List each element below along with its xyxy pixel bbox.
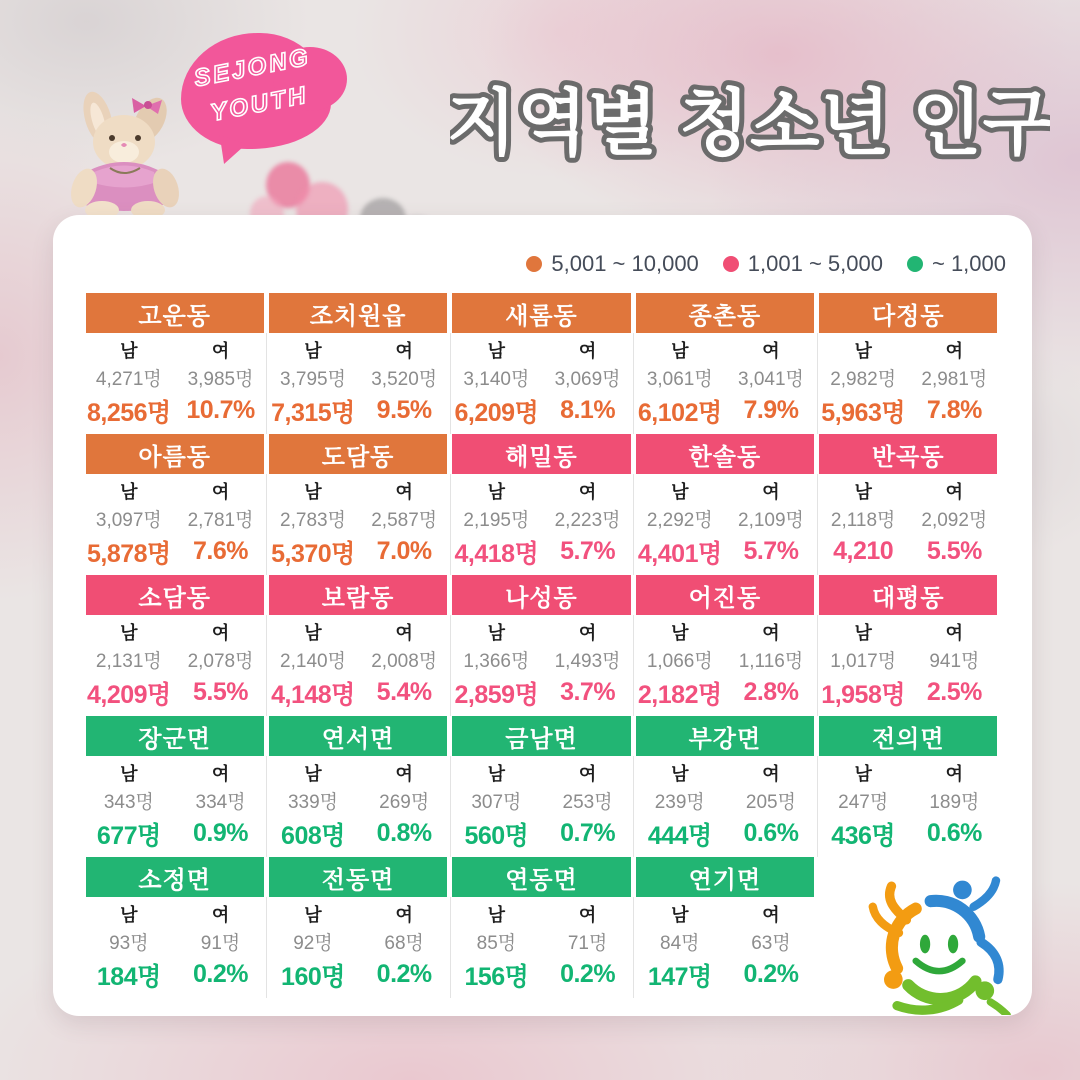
female-label: 여: [762, 341, 780, 361]
region-body: [450, 333, 633, 434]
total-count: 184명: [96, 962, 161, 991]
region-header: 어진동: [636, 575, 814, 615]
data-panel: [53, 215, 1032, 1016]
region-body: [450, 474, 633, 575]
speech-bubble: [181, 33, 331, 149]
male-label: 남: [671, 482, 689, 502]
legend-label: 5,001 ~ 10,000: [551, 251, 699, 276]
female-count: 2,078명: [187, 651, 254, 672]
region-card: [633, 434, 816, 575]
region-card: [266, 716, 449, 857]
region-header: 전동면: [269, 857, 447, 897]
region-card: [817, 716, 1000, 857]
male-label: 남: [487, 764, 506, 784]
region-card: [83, 434, 266, 575]
female-label: 여: [395, 905, 413, 925]
female-label: 여: [211, 623, 230, 643]
region-header: 나성동: [452, 575, 630, 615]
region-header: 아름동: [86, 434, 264, 474]
percent-value: 5.7%: [560, 537, 616, 565]
region-header: 다정동: [819, 293, 997, 333]
region-card: [450, 293, 633, 434]
percent-value: 0.2%: [193, 960, 249, 988]
total-count: 4,148명: [271, 680, 355, 709]
region-header: 전의면: [819, 716, 997, 756]
total-count: 436명: [831, 821, 896, 850]
percent-value: 0.8%: [376, 819, 432, 847]
female-label: 여: [945, 341, 964, 361]
male-count: 93명: [109, 933, 149, 954]
female-label: 여: [762, 623, 780, 643]
total-count: 677명: [96, 821, 161, 850]
female-count: 189명: [929, 792, 980, 813]
male-label: 남: [120, 341, 138, 361]
legend-item: [907, 251, 1006, 277]
region-header: 해밀동: [452, 434, 630, 474]
total-count: 8,256명: [86, 398, 171, 427]
female-label: 여: [578, 341, 597, 361]
region-card: [633, 293, 816, 434]
female-label: 여: [578, 905, 597, 925]
female-count: 2,587명: [371, 510, 438, 531]
region-body: [633, 756, 816, 857]
region-body: [633, 615, 816, 716]
total-count: 444명: [647, 821, 712, 850]
region-header: 조치원읍: [269, 293, 447, 333]
region-header: 종촌동: [636, 293, 814, 333]
percent-value: 5.5%: [193, 678, 249, 706]
female-label: 여: [395, 482, 413, 502]
female-count: 2,008명: [371, 651, 438, 672]
percent-value: 2.5%: [926, 678, 982, 706]
region-card: [83, 857, 266, 998]
male-count: 2,118명: [830, 510, 896, 531]
female-count: 91명: [200, 933, 241, 954]
female-count: 3,041명: [738, 369, 804, 390]
region-card: [633, 716, 816, 857]
legend-dot-orange: [526, 256, 542, 272]
male-count: 92명: [293, 933, 333, 954]
region-body: [266, 615, 449, 716]
region-card: [266, 293, 449, 434]
total-count: 5,370명: [271, 539, 355, 568]
male-count: 1,066명: [646, 651, 713, 672]
percent-value: 3.7%: [560, 678, 616, 706]
region-body: [450, 897, 633, 998]
total-count: 608명: [281, 821, 345, 850]
total-count: 6,209명: [454, 398, 539, 427]
male-label: 남: [304, 764, 322, 784]
legend-dot-green: [907, 256, 923, 272]
percent-value: 7.8%: [926, 396, 982, 424]
total-count: 156명: [464, 962, 529, 991]
male-count: 4,271명: [95, 369, 162, 390]
region-card: [83, 575, 266, 716]
male-label: 남: [671, 764, 689, 784]
female-count: 1,116명: [738, 651, 804, 672]
female-count: 68명: [384, 933, 424, 954]
region-card: [83, 716, 266, 857]
female-label: 여: [211, 482, 230, 502]
male-count: 239명: [654, 792, 705, 813]
region-header: 장군면: [86, 716, 264, 756]
percent-value: 0.6%: [743, 819, 799, 847]
male-count: 3,140명: [463, 369, 530, 390]
male-label: 남: [304, 905, 322, 925]
female-count: 205명: [745, 792, 796, 813]
region-card: [450, 857, 633, 998]
female-count: 2,981명: [921, 369, 988, 390]
male-label: 남: [304, 623, 322, 643]
female-count: 3,520명: [371, 369, 438, 390]
male-count: 85명: [476, 933, 517, 954]
region-card: [633, 857, 816, 998]
region-body: [266, 333, 449, 434]
male-count: 84명: [660, 933, 700, 954]
region-body: [83, 474, 266, 575]
region-body: [633, 333, 816, 434]
female-label: 여: [578, 482, 597, 502]
percent-value: 0.2%: [560, 960, 616, 988]
total-count: 4,401명: [637, 539, 722, 568]
female-label: 여: [762, 905, 780, 925]
region-card: [817, 434, 1000, 575]
region-body: [83, 615, 266, 716]
region-card: [266, 857, 449, 998]
percent-value: 5.5%: [926, 537, 982, 565]
female-label: 여: [762, 482, 780, 502]
legend-dot-pink: [723, 256, 739, 272]
speech-bubble-text: [175, 35, 336, 137]
male-count: 2,783명: [280, 510, 346, 531]
region-body: [83, 756, 266, 857]
total-count: 5,963명: [821, 398, 906, 427]
female-label: 여: [945, 623, 964, 643]
male-label: 남: [487, 341, 506, 361]
total-count: 4,210: [833, 537, 894, 565]
male-count: 247명: [838, 792, 889, 813]
male-label: 남: [487, 623, 506, 643]
region-card: [450, 716, 633, 857]
region-body: [266, 756, 449, 857]
female-label: 여: [211, 341, 230, 361]
region-header: 반곡동: [819, 434, 997, 474]
male-label: 남: [854, 341, 872, 361]
region-body: [817, 756, 1000, 857]
female-label: 여: [395, 764, 413, 784]
male-count: 2,292명: [646, 510, 713, 531]
sejong-youth-smile-logo: [865, 875, 1015, 1015]
female-count: 1,493명: [554, 651, 621, 672]
title-text: 지역별 청소년 인구: [450, 84, 1050, 164]
bunny-plush-image: [50, 84, 202, 220]
male-label: 남: [304, 482, 322, 502]
region-card: [450, 434, 633, 575]
female-count: 3,069명: [554, 369, 621, 390]
speech-bubble-tail: [212, 135, 247, 168]
region-body: [633, 474, 816, 575]
legend: [526, 251, 1006, 277]
bubble-line-1: SEJONG: [191, 43, 313, 93]
region-body: [817, 615, 1000, 716]
male-count: 3,795명: [280, 369, 346, 390]
percent-value: 8.1%: [560, 396, 616, 424]
region-body: [266, 897, 449, 998]
male-label: 남: [854, 764, 872, 784]
total-count: 147명: [647, 962, 712, 991]
total-count: 4,209명: [86, 680, 171, 709]
male-count: 343명: [103, 792, 154, 813]
male-label: 남: [120, 764, 138, 784]
region-header: 새롬동: [452, 293, 630, 333]
female-count: 253명: [562, 792, 613, 813]
region-header: 금남면: [452, 716, 630, 756]
male-label: 남: [671, 623, 689, 643]
percent-value: 0.9%: [193, 819, 249, 847]
region-row: [83, 293, 1000, 434]
percent-value: 0.2%: [376, 960, 432, 988]
region-header: 소정면: [86, 857, 264, 897]
male-label: 남: [487, 482, 506, 502]
region-body: [450, 756, 633, 857]
region-card: [266, 434, 449, 575]
bubble-line-2: YOUTH: [208, 81, 311, 128]
legend-label: ~ 1,000: [931, 251, 1006, 276]
female-label: 여: [211, 764, 230, 784]
percent-value: 5.7%: [743, 537, 799, 565]
percent-value: 2.8%: [743, 678, 799, 706]
male-label: 남: [854, 482, 872, 502]
region-body: [83, 897, 266, 998]
percent-value: 7.0%: [376, 537, 432, 565]
legend-item: [526, 251, 698, 277]
female-label: 여: [578, 623, 597, 643]
region-row: [83, 434, 1000, 575]
male-label: 남: [120, 905, 138, 925]
region-header: 연동면: [452, 857, 630, 897]
percent-value: 0.2%: [743, 960, 799, 988]
female-count: 2,109명: [738, 510, 804, 531]
region-row: [83, 716, 1000, 857]
region-body: [83, 333, 266, 434]
region-row: [83, 575, 1000, 716]
male-count: 3,061명: [646, 369, 713, 390]
female-count: 334명: [195, 792, 246, 813]
male-label: 남: [120, 623, 138, 643]
percent-value: 9.5%: [376, 396, 432, 424]
region-header: 연기면: [636, 857, 814, 897]
page-title: [450, 68, 1050, 180]
total-count: 4,418명: [454, 539, 539, 568]
female-label: 여: [395, 341, 413, 361]
region-grid: [83, 293, 1000, 998]
legend-label: 1,001 ~ 5,000: [747, 251, 883, 276]
total-count: 2,859명: [454, 680, 539, 709]
percent-value: 7.6%: [193, 537, 249, 565]
female-count: 63명: [751, 933, 791, 954]
male-label: 남: [671, 905, 689, 925]
region-body: [817, 474, 1000, 575]
female-label: 여: [945, 482, 964, 502]
region-body: [266, 474, 449, 575]
region-card: [266, 575, 449, 716]
female-label: 여: [762, 764, 780, 784]
total-count: 160명: [281, 962, 345, 991]
total-count: 2,182명: [637, 680, 722, 709]
female-count: 2,092명: [921, 510, 988, 531]
percent-value: 5.4%: [376, 678, 432, 706]
region-header: 한솔동: [636, 434, 814, 474]
total-count: 5,878명: [86, 539, 171, 568]
male-count: 2,195명: [463, 510, 530, 531]
female-count: 269명: [379, 792, 430, 813]
region-body: [633, 897, 816, 998]
region-card: [817, 575, 1000, 716]
region-header: 고운동: [86, 293, 264, 333]
male-label: 남: [854, 623, 872, 643]
percent-value: 0.7%: [560, 819, 616, 847]
region-header: 소담동: [86, 575, 264, 615]
percent-value: 7.9%: [743, 396, 799, 424]
region-card: [633, 575, 816, 716]
male-label: 남: [304, 341, 322, 361]
female-count: 2,223명: [554, 510, 621, 531]
female-label: 여: [211, 905, 230, 925]
region-header: 대평동: [819, 575, 997, 615]
male-count: 2,140명: [280, 651, 346, 672]
male-count: 339명: [287, 792, 339, 813]
male-count: 2,131명: [95, 651, 162, 672]
legend-item: [723, 251, 883, 277]
male-label: 남: [487, 905, 506, 925]
male-label: 남: [120, 482, 138, 502]
total-count: 7,315명: [271, 398, 355, 427]
male-count: 307명: [471, 792, 522, 813]
male-count: 1,017명: [830, 651, 897, 672]
male-count: 2,982명: [830, 369, 897, 390]
region-body: [817, 333, 1000, 434]
percent-value: 10.7%: [186, 396, 255, 424]
female-label: 여: [578, 764, 597, 784]
region-row: [83, 857, 1000, 998]
male-count: 1,366명: [463, 651, 530, 672]
total-count: 1,958명: [821, 680, 906, 709]
region-card: [450, 575, 633, 716]
total-count: 560명: [464, 821, 529, 850]
region-header: 도담동: [269, 434, 447, 474]
region-header: 연서면: [269, 716, 447, 756]
male-count: 3,097명: [95, 510, 162, 531]
female-count: 3,985명: [187, 369, 254, 390]
female-count: 941명: [929, 651, 980, 672]
region-card: [83, 293, 266, 434]
region-body: [450, 615, 633, 716]
region-header: 보람동: [269, 575, 447, 615]
region-header: 부강면: [636, 716, 814, 756]
male-label: 남: [671, 341, 689, 361]
female-label: 여: [945, 764, 964, 784]
percent-value: 0.6%: [926, 819, 982, 847]
female-count: 2,781명: [187, 510, 254, 531]
female-label: 여: [395, 623, 413, 643]
region-card: [817, 293, 1000, 434]
total-count: 6,102명: [637, 398, 722, 427]
female-count: 71명: [567, 933, 608, 954]
